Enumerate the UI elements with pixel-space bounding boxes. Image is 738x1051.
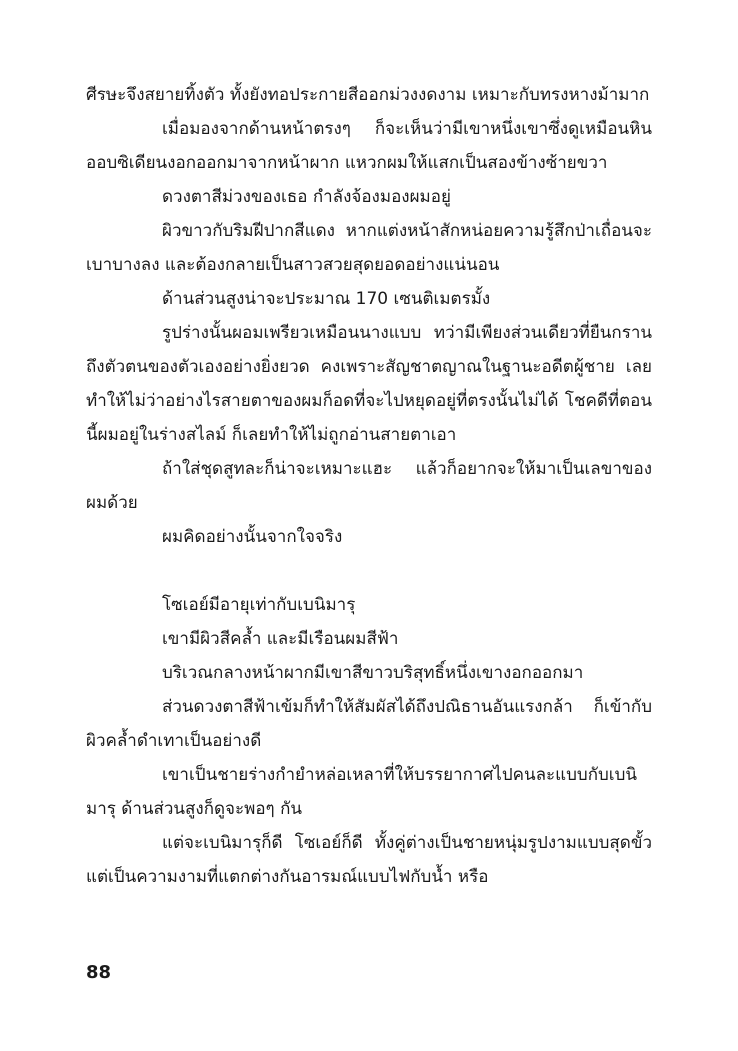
paragraph-14: แต่จะเบนิมารุก็ดี โซเอย์ก็ดี ทั้งคู่ต่างเป็นชายหนุ่มรูปงามแบบสุดขั้ว แต่เป็นความงามที่แตกต่างกันอารมณ์แบบไฟกับน้ำ หรือ [86, 833, 652, 887]
paragraph-1: ศีรษะจึงสยายทิ้งตัว ทั้งยังทอประกายสีออกม่วงงดงาม เหมาะกับทรงหางม้ามาก [86, 85, 650, 105]
paragraph-10: เขามีผิวสีคล้ำ และมีเรือนผมสีฟ้า [162, 629, 399, 649]
page-number: 88 [86, 962, 112, 983]
paragraph-5: ด้านส่วนสูงน่าจะประมาณ 170 เซนติเมตรมั้ง [162, 289, 491, 309]
section-break [86, 554, 652, 588]
paragraph-12: ส่วนดวงตาสีฟ้าเข้มก็ทำให้สัมผัสได้ถึงปณิธานอันแรงกล้า ก็เข้ากับผิวคล้ำดำเทาเป็นอย่างดี [86, 697, 652, 751]
paragraph-3: ดวงตาสีม่วงของเธอ กำลังจ้องมองผมอยู่ [162, 187, 451, 207]
paragraph-7: ถ้าใส่ชุดสูทละก็น่าจะเหมาะแฮะ แล้วก็อยากจะให้มาเป็นเลขาของผมด้วย [86, 459, 652, 513]
paragraph-8: ผมคิดอย่างนั้นจากใจจริง [162, 527, 343, 547]
paragraph-4: ผิวขาวกับริมฝีปากสีแดง หากแต่งหน้าสักหน่อยความรู้สึกป่าเถื่อนจะเบาบางลง และต้องกลายเป็นสาวสวยสุดยอดอย่างแน่นอน [86, 221, 652, 275]
paragraph-13: เขาเป็นชายร่างกำยำหล่อเหลาที่ให้บรรยากาศไปคนละแบบกับเบนิมารุ ด้านส่วนสูงก็ดูจะพอๆ กัน [86, 765, 638, 819]
paragraph-9: โซเอย์มีอายุเท่ากับเบนิมารุ [162, 595, 356, 615]
paragraph-11: บริเวณกลางหน้าผากมีเขาสีขาวบริสุทธิ์หนึ่งเขางอกออกมา [162, 663, 584, 683]
paragraph-2: เมื่อมองจากด้านหน้าตรงๆ ก็จะเห็นว่ามีเขาหนึ่งเขาซึ่งดูเหมือนหินออบซิเดียนงอกออกมาจากหน้าผาก แหวกผมให้แสกเป็นสองข้างซ้ายขวา [86, 119, 652, 173]
body-text [86, 78, 652, 894]
paragraph-6: รูปร่างนั้นผอมเพรียวเหมือนนางแบบ ทว่ามีเพียงส่วนเดียวที่ยืนกรานถึงตัวตนของตัวเองอย่างยิ่งยวด คงเพราะสัญชาตญาณในฐานะอดีตผู้ชาย เลยทำให้ไม่ว่าอย่างไรสายตาของผมก็อดที่จะไปหยุดอยู่ที่ตรงนั้นไม่ได้ โชคดีที่ตอนนี้ผมอยู่ในร่างสไลม์ ก็เลยทำให้ไม่ถูกอ่านสายตาเอา [86, 323, 652, 445]
